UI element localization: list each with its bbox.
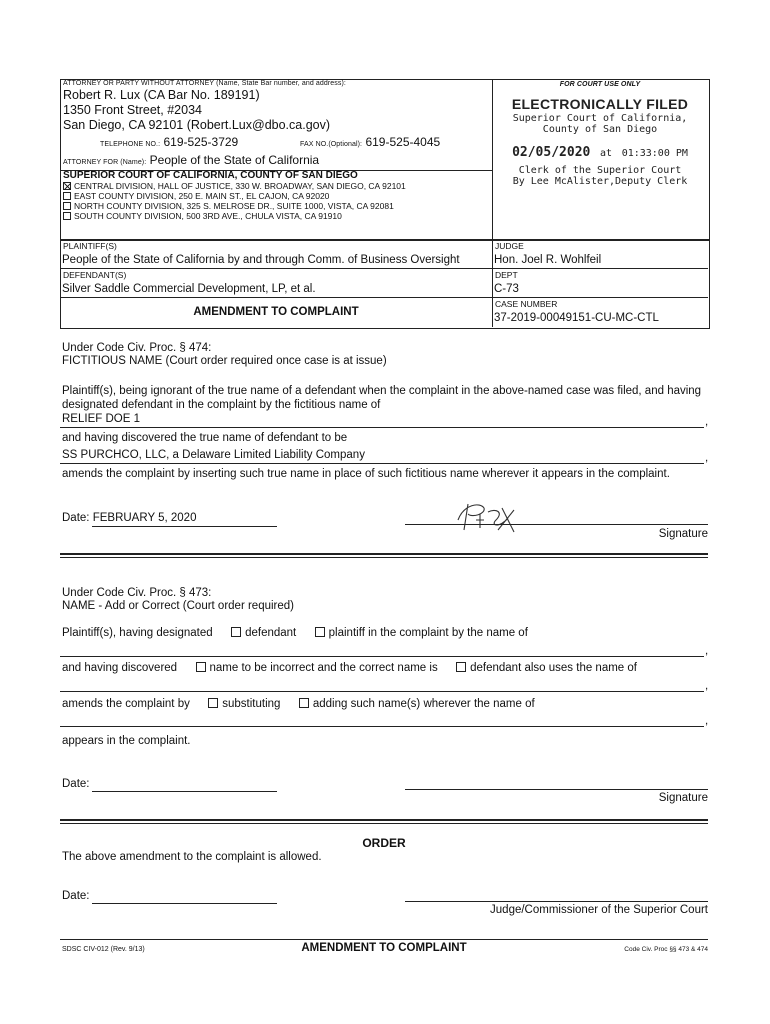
date-473-label: Date:	[62, 778, 90, 790]
court-use-label: FOR COURT USE ONLY	[559, 81, 641, 88]
division-south-label: SOUTH COUNTY DIVISION, 500 3RD AVE., CHULA VISTA, CA 91910	[74, 211, 342, 221]
stamp-line2: County of San Diego	[542, 124, 658, 135]
also-uses-checkbox[interactable]	[456, 662, 466, 672]
date-474-value: FEBRUARY 5, 2020	[92, 512, 197, 524]
section-474-para2: and having discovered the true name of defendant to be	[62, 432, 348, 444]
section-divider-1b	[60, 557, 708, 558]
judge-label: JUDGE	[495, 241, 524, 251]
section-473-row3	[62, 698, 535, 710]
plaintiff-label: PLAINTIFF(S)	[63, 241, 117, 251]
attorney-address: 1350 Front Street, #2034	[63, 103, 202, 117]
dept-label: DEPT	[495, 270, 518, 280]
division-central-label: CENTRAL DIVISION, HALL OF JUSTICE, 330 W. BROADWAY, SAN DIEGO, CA 92101	[74, 181, 406, 191]
attorney-name: Robert R. Lux (CA Bar No. 189191)	[63, 88, 260, 102]
row3-line	[60, 726, 704, 727]
date-474-row	[62, 512, 196, 524]
comma-5: ,	[705, 715, 709, 727]
plaintiff-checkbox[interactable]	[315, 627, 325, 637]
row4-label: appears in the complaint.	[62, 735, 191, 747]
footer-title: AMENDMENT TO COMPLAINT	[301, 942, 467, 954]
date-474-line	[92, 526, 277, 527]
telephone-row	[100, 135, 238, 149]
order-text: The above amendment to the complaint is allowed.	[62, 851, 322, 863]
substituting-checkbox[interactable]	[208, 698, 218, 708]
case-number-label: CASE NUMBER	[495, 299, 558, 309]
incorrect-option: name to be incorrect and the correct name is	[209, 662, 438, 674]
order-date-label: Date:	[62, 890, 90, 902]
attorney-label: ATTORNEY OR PARTY WITHOUT ATTORNEY (Name, State Bar number, and address):	[63, 80, 346, 87]
division-east-label: EAST COUNTY DIVISION, 250 E. MAIN ST., EL CAJON, CA 92020	[74, 191, 330, 201]
comma-3: ,	[705, 645, 709, 657]
judge-signature-label: Judge/Commissioner of the Superior Court	[490, 904, 708, 916]
also-uses-option: defendant also uses the name of	[470, 662, 637, 674]
section-divider-2b	[60, 823, 708, 824]
fictitious-name-value: RELIEF DOE 1	[62, 413, 140, 425]
true-name-line	[60, 463, 704, 464]
signature-473-label: Signature	[658, 792, 708, 804]
division-south	[63, 211, 342, 221]
plaintiff-option: plaintiff in the complaint by the name of	[328, 627, 528, 639]
section-473-row1	[62, 627, 528, 639]
judge-signature-line	[405, 901, 708, 902]
signature-474-label: Signature	[658, 528, 708, 540]
division-north	[63, 201, 394, 211]
stamp-line3: Clerk of the Superior Court	[518, 165, 682, 176]
row3-label: amends the complaint by	[62, 698, 190, 710]
dept-value: C-73	[494, 283, 519, 295]
adding-option: adding such name(s) wherever the name of	[312, 698, 535, 710]
section-divider-1	[60, 553, 708, 555]
date-473-line	[92, 791, 277, 792]
stamp-line1: Superior Court of California,	[512, 113, 688, 124]
stamp-line4: By Lee McAlister,Deputy Clerk	[512, 176, 688, 187]
defendant-name: Silver Saddle Commercial Development, LP, et al.	[62, 283, 316, 295]
row1-label: Plaintiff(s), having designated	[62, 627, 213, 639]
section-474-paragraph: Plaintiff(s), being ignorant of the true name of a defendant when the complaint in the above-named case was filed, and having designated defendant in the complaint by the fictitious name of	[62, 385, 702, 411]
section-473-subheading: NAME - Add or Correct (Court order required)	[62, 600, 294, 612]
footer-code: Code Civ. Proc §§ 473 & 474	[624, 946, 708, 953]
true-name-value: SS PURCHCO, LLC, a Delaware Limited Liability Company	[62, 449, 365, 461]
court-title: SUPERIOR COURT OF CALIFORNIA, COUNTY OF SAN DIEGO	[63, 170, 358, 181]
attorney-for-label: ATTORNEY FOR (Name):	[63, 159, 147, 166]
section-473-heading: Under Code Civ. Proc. § 473:	[62, 587, 212, 599]
defendant-underline	[60, 297, 492, 298]
plaintiff-underline	[60, 268, 492, 269]
row2-line	[60, 691, 704, 692]
footer-form-number: SDSC CIV-012 (Rev. 9/13)	[62, 946, 145, 953]
fax-value: 619-525-4045	[365, 135, 441, 149]
incorrect-checkbox[interactable]	[196, 662, 206, 672]
substituting-option: substituting	[222, 698, 281, 710]
section-473-row2	[62, 662, 637, 674]
division-north-label: NORTH COUNTY DIVISION, 325 S. MELROSE DR., SUITE 1000, VISTA, CA 92081	[74, 201, 394, 211]
defendant-option: defendant	[245, 627, 297, 639]
section-divider-2	[60, 819, 708, 821]
attorney-for-row	[63, 153, 319, 167]
filing-stamp	[492, 96, 708, 187]
signature-474-line	[405, 524, 708, 525]
division-central	[63, 181, 406, 191]
attorney-city-email: San Diego, CA 92101 (Robert.Lux@dbo.ca.gov)	[63, 118, 331, 132]
telephone-value: 619-525-3729	[163, 135, 239, 149]
division-east-checkbox[interactable]	[63, 192, 71, 200]
judge-underline	[492, 268, 708, 269]
division-central-checkbox[interactable]	[63, 182, 71, 190]
order-title: ORDER	[362, 836, 406, 850]
defendant-checkbox[interactable]	[231, 627, 241, 637]
comma-1: ,	[705, 416, 709, 428]
date-474-label: Date:	[62, 512, 90, 524]
stamp-date: 02/05/2020	[512, 145, 591, 160]
division-south-checkbox[interactable]	[63, 212, 71, 220]
stamp-time: 01:33:00 PM	[621, 148, 688, 159]
stamp-datetime	[492, 141, 708, 160]
telephone-label: TELEPHONE NO.:	[100, 141, 161, 148]
section-474-para3: amends the complaint by inserting such true name in place of such fictitious name wherever it appears in the complaint.	[62, 468, 670, 480]
fax-row	[300, 135, 440, 149]
adding-checkbox[interactable]	[299, 698, 309, 708]
comma-4: ,	[705, 680, 709, 692]
footer-line	[60, 939, 708, 940]
division-north-checkbox[interactable]	[63, 202, 71, 210]
section-474-subheading: FICTITIOUS NAME (Court order required once case is at issue)	[62, 355, 387, 367]
section-474-heading: Under Code Civ. Proc. § 474:	[62, 342, 212, 354]
parties-divider	[492, 239, 493, 327]
judge-name: Hon. Joel R. Wohlfeil	[494, 254, 602, 266]
signature-473-line	[405, 789, 708, 790]
plaintiff-name: People of the State of California by and through Comm. of Business Oversight	[62, 254, 460, 266]
comma-2: ,	[705, 452, 709, 464]
division-east	[63, 191, 329, 201]
attorney-for-value: People of the State of California	[149, 153, 320, 167]
stamp-at: at	[600, 148, 613, 159]
row1-line	[60, 656, 704, 657]
doc-title: AMENDMENT TO COMPLAINT	[193, 306, 359, 318]
fictitious-name-line	[60, 427, 704, 428]
order-date-line	[92, 903, 277, 904]
dept-underline	[492, 297, 708, 298]
case-number: 37-2019-00049151-CU-MC-CTL	[494, 312, 659, 324]
defendant-label: DEFENDANT(S)	[63, 270, 127, 280]
stamp-title: ELECTRONICALLY FILED	[511, 96, 689, 112]
row2-label: and having discovered	[62, 662, 178, 674]
fax-label: FAX NO.(Optional):	[300, 141, 363, 148]
